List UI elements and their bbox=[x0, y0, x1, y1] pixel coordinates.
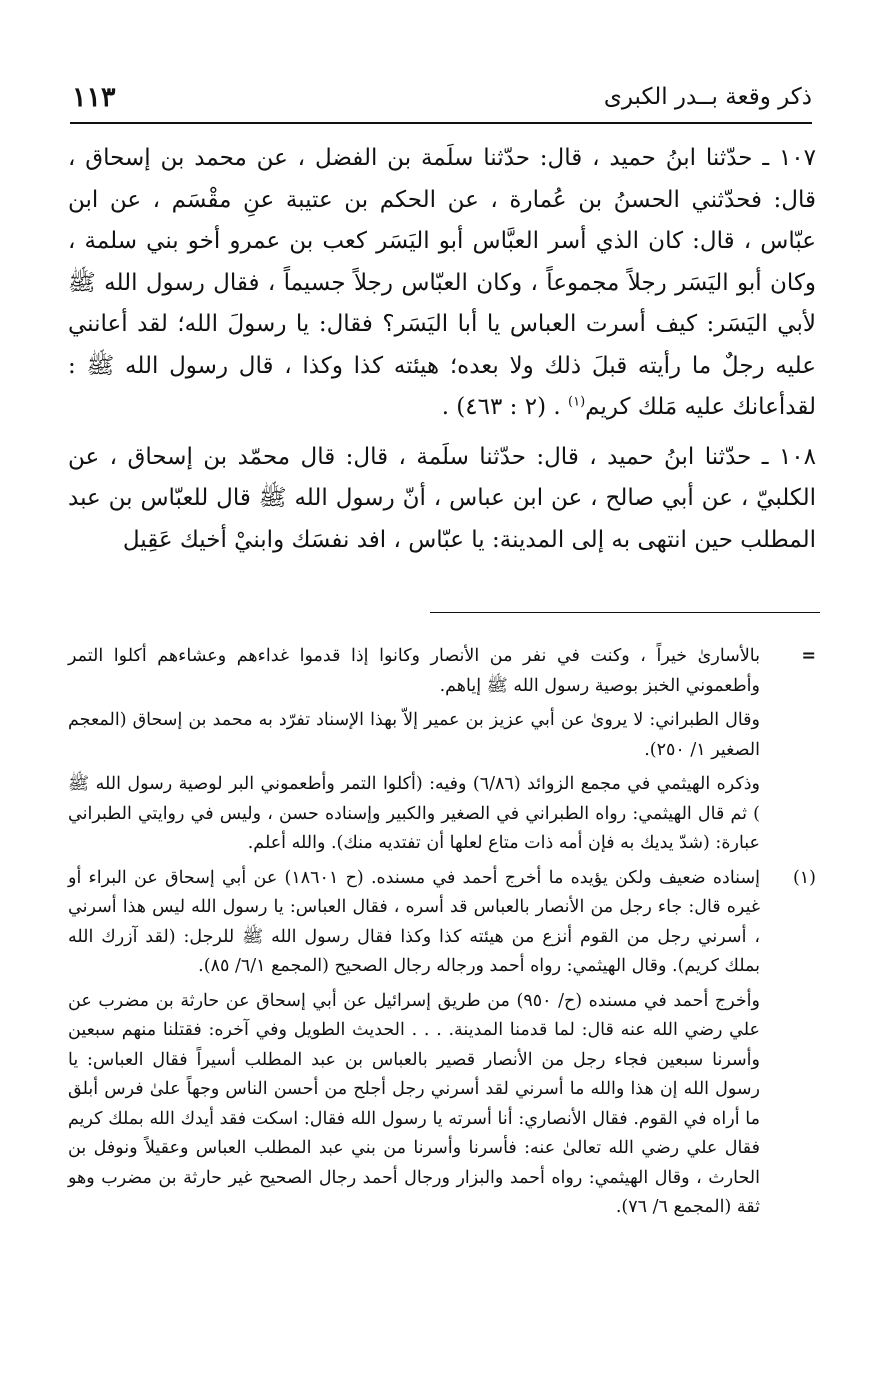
citation: . (٢ : ٤٦٣) . bbox=[441, 394, 561, 420]
footnote-text: وذكره الهيثمي في مجمع الزوائد (٦/٨٦) وفيه: (أكلوا التمر وأطعموني البر لوصية رسول الله ﷺ ) ثم قال الهيثمي: رواه الطبراني في الصغير والكبير وإسناده حسن ، وليس في روايتي الطبراني عبارة: (شدّ يديك به فإن أمه ذات متاع لعلها أن تفتديه منك). والله أعلم. bbox=[68, 774, 761, 853]
paragraph-107 bbox=[68, 138, 816, 429]
chapter-title: ذكر وقعة بــدر الكبرى bbox=[603, 84, 812, 110]
paragraph-108 bbox=[68, 437, 816, 562]
footnote-marker: = bbox=[801, 646, 816, 666]
page-header bbox=[70, 78, 812, 124]
footnote-text: وأخرج أحمد في مسنده (ح/ ٩٥٠) من طريق إسرائيل عن أبي إسحاق عن حارثة بن مضرب عن علي رضي الله عنه قال: لما قدمنا المدينة. . . . الحديث الطويل وفي آخره: فقتلنا منهم سبعين وأسرنا سبعين فجاء رجل من الأنصار قصير بالعباس بن عبد المطلب أسيراً فقال العباس: يا رسول الله إن هذا والله ما أسرني لقد أسرني رجل أجلح من أحسن الناس وجهاً علىٰ فرس أبلق ما أراه في القوم. فقال الأنصاري: أنا أسرته يا رسول الله فقال: اسكت فقد أيدك الله بملك كريم فقال علي رضي الله تعالىٰ عنه: فأسرنا وأسرنا من بني عبد المطلب العباس وعقيلاً ونوفل بن الحارث ، وقال الهيثمي: رواه أحمد والبزار ورجال أحمد رجال الصحيح غير حارثة بن مضرب وهو ثقة (المجمع ٦/ ٧٦). bbox=[68, 990, 760, 1217]
footnote-reference: (١) bbox=[568, 394, 586, 410]
footnote-1 bbox=[68, 864, 816, 982]
footnote-divider bbox=[430, 612, 820, 613]
footnote-text: بالأسارىٰ خيراً ، وكنت في نفر من الأنصار وكانوا إذا قدموا غداءهم وعشاءهم أكلوا التمر وأطعموني الخبز بوصية رسول الله ﷺ إياهم. bbox=[68, 646, 760, 696]
footnote-text: إسناده ضعيف ولكن يؤيده ما أخرج أحمد في مسنده. (ح ١٨٦٠١) عن أبي إسحاق عن البراء أو غيره قال: جاء رجل من الأنصار بالعباس قد أسره ، فقال العباس: يا رسول الله ليس هذا أسرني ، أسرني رجل من القوم أنزع من هيئته كذا وكذا فقال رسول الله ﷺ للرجل: (لقد آزرك الله بملك كريم). وقال الهيثمي: رواه أحمد ورجاله رجال الصحيح (المجمع ٦/١/ ٨٥). bbox=[68, 867, 760, 976]
footnotes bbox=[68, 642, 816, 1223]
paragraph-text: ١٠٧ ـ حدّثنا ابنُ حميد ، قال: حدّثنا سلَمة بن الفضل ، عن محمد بن إسحاق ، قال: فحدّثني الحسنُ بن عُمارة ، عن الحكم بن عتيبة عنِ مقْسَم ، عن ابن عبّاس ، قال: كان الذي أسر العبَّاس أبو اليَسَر كعب بن عمرو أخو بني سلمة ، وكان أبو اليَسَر رجلاً مجموعاً ، وكان العبّاس رجلاً جسيماً ، فقال رسول الله ﷺ لأبي اليَسَر: كيف أسرت العباس يا أبا اليَسَر؟ فقال: يا رسولَ الله؛ لقد أعانني عليه رجلٌ ما رأيته قبلَ ذلك ولا بعده؛ هيئته كذا وكذا ، قال رسول الله ﷺ : لقدأعانك عليه مَلك كريم bbox=[68, 145, 816, 420]
footnote-marker: (١) bbox=[792, 867, 816, 888]
footnote-paragraph bbox=[68, 987, 816, 1223]
paragraph-text: ١٠٨ ـ حدّثنا ابنُ حميد ، قال: حدّثنا سلَمة ، قال: قال محمّد بن إسحاق ، عن الكلبيّ ، عن أبي صالح ، عن ابن عباس ، أنّ رسول الله ﷺ قال للعبّاس بن عبد المطلب حين انتهى به إلى المدينة: يا عبّاس ، افد نفسَك وابنيْ أخيك عَقِيل bbox=[68, 443, 816, 553]
main-text bbox=[68, 138, 816, 561]
footnote-text: وقال الطبراني: لا يروىٰ عن أبي عزيز بن عمير إلاّ بهذا الإسناد تفرّد به محمد بن إسحاق (المعجم الصغير ١/ ٢٥٠). bbox=[68, 710, 760, 760]
footnote-paragraph bbox=[68, 770, 816, 859]
page-number: ١١٣ bbox=[72, 82, 116, 113]
footnote-continuation bbox=[68, 642, 816, 701]
footnote-paragraph bbox=[68, 706, 816, 765]
